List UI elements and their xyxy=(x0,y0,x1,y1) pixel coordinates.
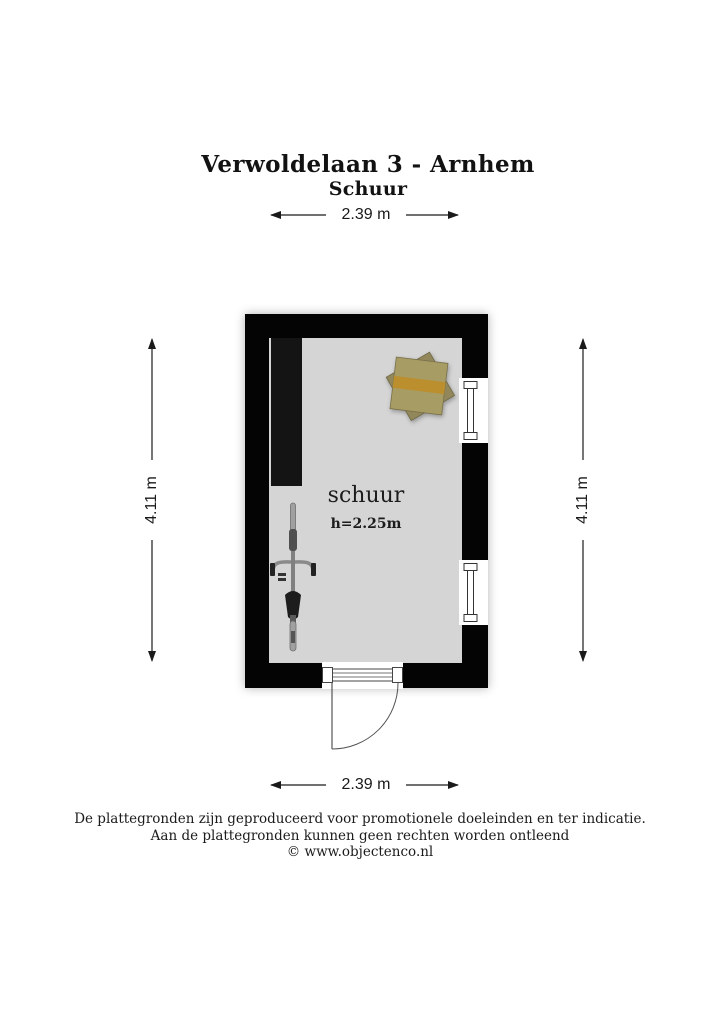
page-subtitle: Schuur xyxy=(328,178,408,200)
page-title: Verwoldelaan 3 - Arnhem xyxy=(201,151,535,178)
door-jamb-right xyxy=(393,668,403,683)
disclaimer-line: De plattegronden zijn geproduceerd voor promotionele doeleinden en ter indicatie. xyxy=(74,811,646,827)
copyright-line: © www.objectenco.nl xyxy=(286,844,434,860)
window-upper xyxy=(459,378,488,443)
bicycle-rear-hub xyxy=(291,631,295,643)
door-jamb-left xyxy=(323,668,333,683)
bicycle-pedal xyxy=(278,578,286,581)
disclaimer-footer xyxy=(0,811,720,861)
door xyxy=(322,662,403,749)
disclaimer-line: Aan de plattegronden kunnen geen rechten worden ontleend xyxy=(150,827,570,844)
box-front xyxy=(390,357,448,415)
dimension-label-top: 2.39 m xyxy=(326,204,406,226)
dimension-label-bottom: 2.39 m xyxy=(326,774,406,796)
door-threshold xyxy=(332,669,393,681)
dimension-label-right: 4.11 m xyxy=(572,460,594,540)
bicycle-grip-left xyxy=(270,563,275,576)
window-lower xyxy=(459,560,488,625)
room-ceiling-height-label: h=2.25m xyxy=(330,516,402,532)
bicycle-pedal xyxy=(278,573,286,576)
bicycle-grip-right xyxy=(311,563,316,576)
storage-cabinet xyxy=(271,338,302,486)
room-name-label: schuur xyxy=(327,483,405,508)
dimension-label-left: 4.11 m xyxy=(141,460,163,540)
door-swing-arc xyxy=(332,683,398,749)
bicycle-fork xyxy=(289,529,297,551)
